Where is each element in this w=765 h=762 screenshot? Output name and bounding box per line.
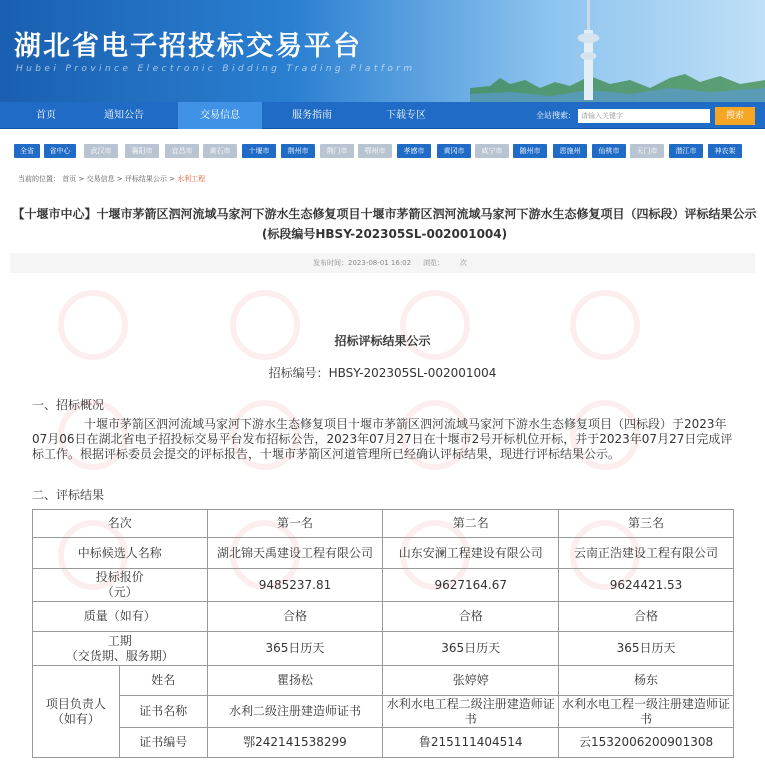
breadcrumb-prefix: 当前的位置： [18, 175, 60, 183]
city-tab-all[interactable]: 全省 [14, 144, 40, 158]
city-tab-huanggang[interactable]: 黄冈市 [437, 144, 471, 158]
nav-item-notices[interactable]: 通知公告 [104, 110, 144, 121]
pm-note: （如有） [51, 711, 100, 726]
table-cell: 合格 [207, 602, 383, 632]
table-header-rank: 名次 [33, 510, 208, 538]
row-label-period [33, 632, 208, 666]
city-tab-tianmen[interactable]: 天门市 [630, 144, 664, 158]
table-row [33, 538, 734, 569]
table-header-first: 第一名 [207, 510, 383, 538]
city-tab-huangshi[interactable]: 黄石市 [203, 144, 237, 158]
sub-label-name: 姓名 [119, 666, 207, 696]
city-tab-xianning[interactable]: 咸宁市 [475, 144, 509, 158]
table-cell: 云南正浩建设工程有限公司 [559, 538, 734, 569]
search-label: 全站搜索: [536, 111, 571, 120]
table-cell: 鄂242141538299 [207, 728, 383, 758]
breadcrumb-home[interactable]: 首页 [62, 175, 77, 183]
city-tab-xiantao[interactable]: 仙桃市 [592, 144, 626, 158]
table-cell: 湖北锦天禹建设工程有限公司 [207, 538, 383, 569]
table-cell: 合格 [383, 602, 559, 632]
header-banner [0, 0, 765, 102]
watermark-seal [58, 290, 128, 360]
table-row [33, 632, 734, 666]
table-cell: 瞿扬松 [207, 666, 383, 696]
city-tab-ezhou[interactable]: 鄂州市 [358, 144, 392, 158]
tender-code: 招标编号：HBSY-202305SL-002001004 [268, 366, 497, 380]
nav-item-downloads[interactable]: 下载专区 [386, 110, 426, 121]
nav-item-guide[interactable]: 服务指南 [292, 110, 332, 121]
price-unit: （元） [101, 585, 138, 599]
city-tab-wuhan[interactable]: 武汉市 [84, 144, 118, 158]
sub-label-cert-no: 证书编号 [119, 728, 207, 758]
site-title-english: Hubei Province Electronic Bidding Trading Platform [16, 64, 416, 74]
table-cell: 365日历天 [207, 632, 383, 666]
publish-label: 发布时间： [313, 259, 348, 267]
table-cell: 365日历天 [383, 632, 559, 666]
results-table [32, 509, 734, 758]
city-filter-bar [14, 144, 764, 158]
sub-label-cert-name: 证书名称 [119, 696, 207, 728]
city-tab-enshi[interactable]: 恩施州 [553, 144, 587, 158]
breadcrumb-separator: > [116, 175, 123, 183]
table-header-second: 第二名 [383, 510, 559, 538]
table-cell: 山东安澜工程建设有限公司 [383, 538, 559, 569]
period-note: （交货期、服务期） [65, 648, 174, 663]
breadcrumb [18, 174, 205, 184]
city-tab-center[interactable]: 省中心 [44, 144, 76, 158]
table-row [33, 510, 734, 538]
search-button[interactable]: 搜索 [715, 107, 755, 125]
period-label: 工期 [107, 633, 132, 648]
table-cell: 9627164.67 [383, 569, 559, 602]
table-cell: 云1532006200901308 [559, 728, 734, 758]
section-results-heading: 二、评标结果 [32, 488, 105, 502]
article-meta [10, 253, 755, 273]
breadcrumb-separator: > [169, 175, 176, 183]
table-cell: 水利水电工程一级注册建造师证书 [559, 696, 734, 728]
table-cell: 鲁215111404514 [383, 728, 559, 758]
table-row [33, 696, 734, 728]
table-row [33, 728, 734, 758]
breadcrumb-results[interactable]: 评标结果公示 [124, 175, 167, 183]
publish-time: 2023-08-01 16:02 [348, 259, 412, 267]
pm-label: 项目负责人 [45, 696, 106, 711]
city-tab-shennongjia[interactable]: 神农架 [708, 144, 742, 158]
article-title: 【十堰市中心】十堰市茅箭区泗河流域马家河下游水生态修复项目十堰市茅箭区泗河流域马家河下游水生态修复项目（四标段）评标结果公示(标段编号HBSY-202305SL-002001004) [12, 207, 757, 241]
city-tab-suizhou[interactable]: 随州市 [513, 144, 547, 158]
section-overview-heading: 一、招标概况 [32, 398, 105, 412]
table-header-third: 第三名 [559, 510, 734, 538]
city-tab-xiaogan[interactable]: 孝感市 [397, 144, 431, 158]
price-label: 投标报价 [95, 570, 144, 584]
table-row [33, 666, 734, 696]
table-cell: 张婷婷 [383, 666, 559, 696]
city-tab-qianjiang[interactable]: 潜江市 [669, 144, 703, 158]
overview-paragraph: 十堰市茅箭区泗河流域马家河下游水生态修复项目十堰市茅箭区泗河流域马家河下游水生态修复项目（四标段）于2023年07月06日在湖北省电子招投标交易平台发布招标公告，2023年07月27日在十堰市2号开标机位开标，并于2023年07月27日完成评标工作。根据评标委员会提交的评标报告，十堰市茅箭区河道管理所已经确认评标结果，现进行评标结果公示。 [32, 417, 733, 461]
table-cell: 合格 [559, 602, 734, 632]
watermark-seal [400, 290, 470, 360]
table-cell: 9485237.81 [207, 569, 383, 602]
search-input[interactable]: 请输入关键字 [578, 109, 710, 123]
row-label-quality: 质量（如有） [33, 602, 208, 632]
table-cell: 365日历天 [559, 632, 734, 666]
breadcrumb-trading[interactable]: 交易信息 [86, 175, 115, 183]
notice-heading: 招标评标结果公示 [334, 334, 431, 348]
row-label-pm [33, 666, 120, 758]
views-label: 浏览： [423, 259, 444, 267]
nav-item-home[interactable]: 首页 [36, 110, 56, 121]
city-tab-xiangyang[interactable]: 襄阳市 [125, 144, 159, 158]
tv-tower-icon [555, 0, 625, 102]
row-label-candidate: 中标候选人名称 [33, 538, 208, 569]
table-cell: 水利二级注册建造师证书 [207, 696, 383, 728]
city-tab-shiyan[interactable]: 十堰市 [242, 144, 276, 158]
city-tab-jingzhou[interactable]: 荆州市 [281, 144, 315, 158]
main-nav [0, 102, 765, 129]
watermark-seal [570, 290, 640, 360]
nav-item-trading[interactable]: 交易信息 [178, 102, 262, 129]
breadcrumb-separator: > [78, 175, 85, 183]
site-title: 湖北省电子招投标交易平台 [14, 31, 362, 62]
breadcrumb-current[interactable]: 水利工程 [177, 175, 206, 183]
table-cell: 水利水电工程二级注册建造师证书 [383, 696, 559, 728]
table-row [33, 569, 734, 602]
row-label-price [33, 569, 208, 602]
table-cell: 杨东 [559, 666, 734, 696]
table-cell: 9624421.53 [559, 569, 734, 602]
city-tab-yichang[interactable]: 宜昌市 [165, 144, 199, 158]
views-unit: 次 [460, 259, 467, 267]
city-tab-jingmen[interactable]: 荆门市 [320, 144, 354, 158]
watermark-seal [230, 290, 300, 360]
table-row [33, 602, 734, 632]
